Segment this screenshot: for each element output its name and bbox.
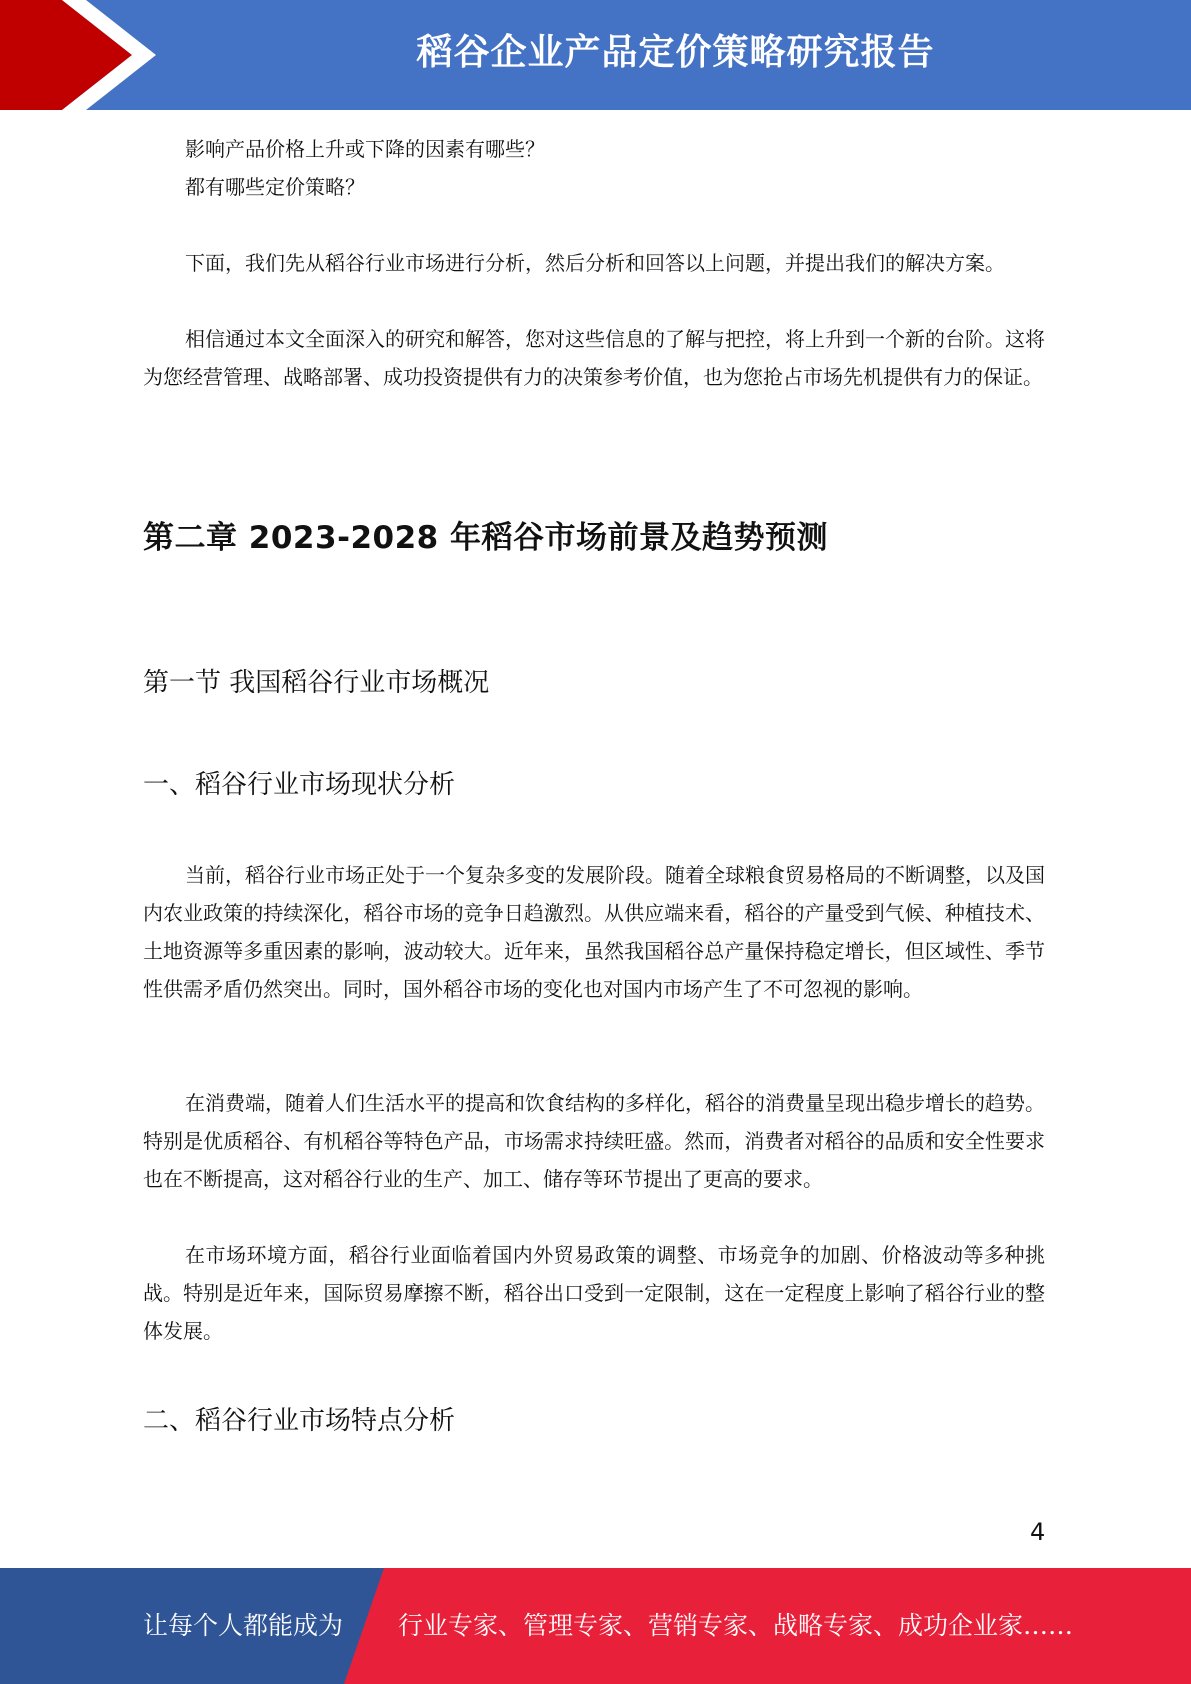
page-header [0, 0, 1191, 110]
footer-slogan-right: 行业专家、管理专家、营销专家、战略专家、成功企业家…… [398, 1611, 1074, 1640]
intro-paragraph: 下面，我们先从稻谷行业市场进行分析，然后分析和回答以上问题，并提出我们的解决方案。 [185, 251, 1005, 275]
intro-paragraph: 相信通过本文全面深入的研究和解答，您对这些信息的了解与把控，将上升到一个新的台阶。这将为您经营管理、战略部署、成功投资提供有力的决策参考价值，也为您抢占市场先机提供有力的保证。 [143, 327, 1045, 389]
body-paragraph: 在市场环境方面，稻谷行业面临着国内外贸易政策的调整、市场竞争的加剧、价格波动等多种挑战。特别是近年来，国际贸易摩擦不断，稻谷出口受到一定限制，这在一定程度上影响了稻谷行业的整体发展。 [143, 1243, 1045, 1343]
page-number: 4 [1030, 1518, 1046, 1546]
header-red-arrow [0, 0, 132, 110]
report-title: 稻谷企业产品定价策略研究报告 [416, 32, 935, 73]
body-paragraph: 在消费端，随着人们生活水平的提高和饮食结构的多样化，稻谷的消费量呈现出稳步增长的趋势。特别是优质稻谷、有机稻谷等特色产品，市场需求持续旺盛。然而，消费者对稻谷的品质和安全性要求也在不断提高，这对稻谷行业的生产、加工、储存等环节提出了更高的要求。 [143, 1091, 1045, 1191]
subsection-heading: 二、稻谷行业市场特点分析 [143, 1406, 456, 1436]
intro-block [143, 130, 1045, 396]
body-paragraph: 当前，稻谷行业市场正处于一个复杂多变的发展阶段。随着全球粮食贸易格局的不断调整，以及国内农业政策的持续深化，稻谷市场的竞争日趋激烈。从供应端来看，稻谷的产量受到气候、种植技术、土地资源等多重因素的影响，波动较大。近年来，虽然我国稻谷总产量保持稳定增长，但区域性、季节性供需矛盾仍然突出。同时，国外稻谷市场的变化也对国内市场产生了不可忽视的影响。 [143, 863, 1045, 1001]
intro-question: 都有哪些定价策略？ [185, 175, 365, 199]
chapter-heading: 第二章 2023-2028 年稻谷市场前景及趋势预测 [143, 520, 829, 556]
subsection-heading: 一、稻谷行业市场现状分析 [143, 770, 456, 800]
footer-slogan-left: 让每个人都能成为 [143, 1611, 344, 1640]
section-heading: 第一节 我国稻谷行业市场概况 [143, 668, 490, 698]
intro-question: 影响产品价格上升或下降的因素有哪些？ [185, 137, 545, 161]
page-footer [0, 1568, 1191, 1684]
